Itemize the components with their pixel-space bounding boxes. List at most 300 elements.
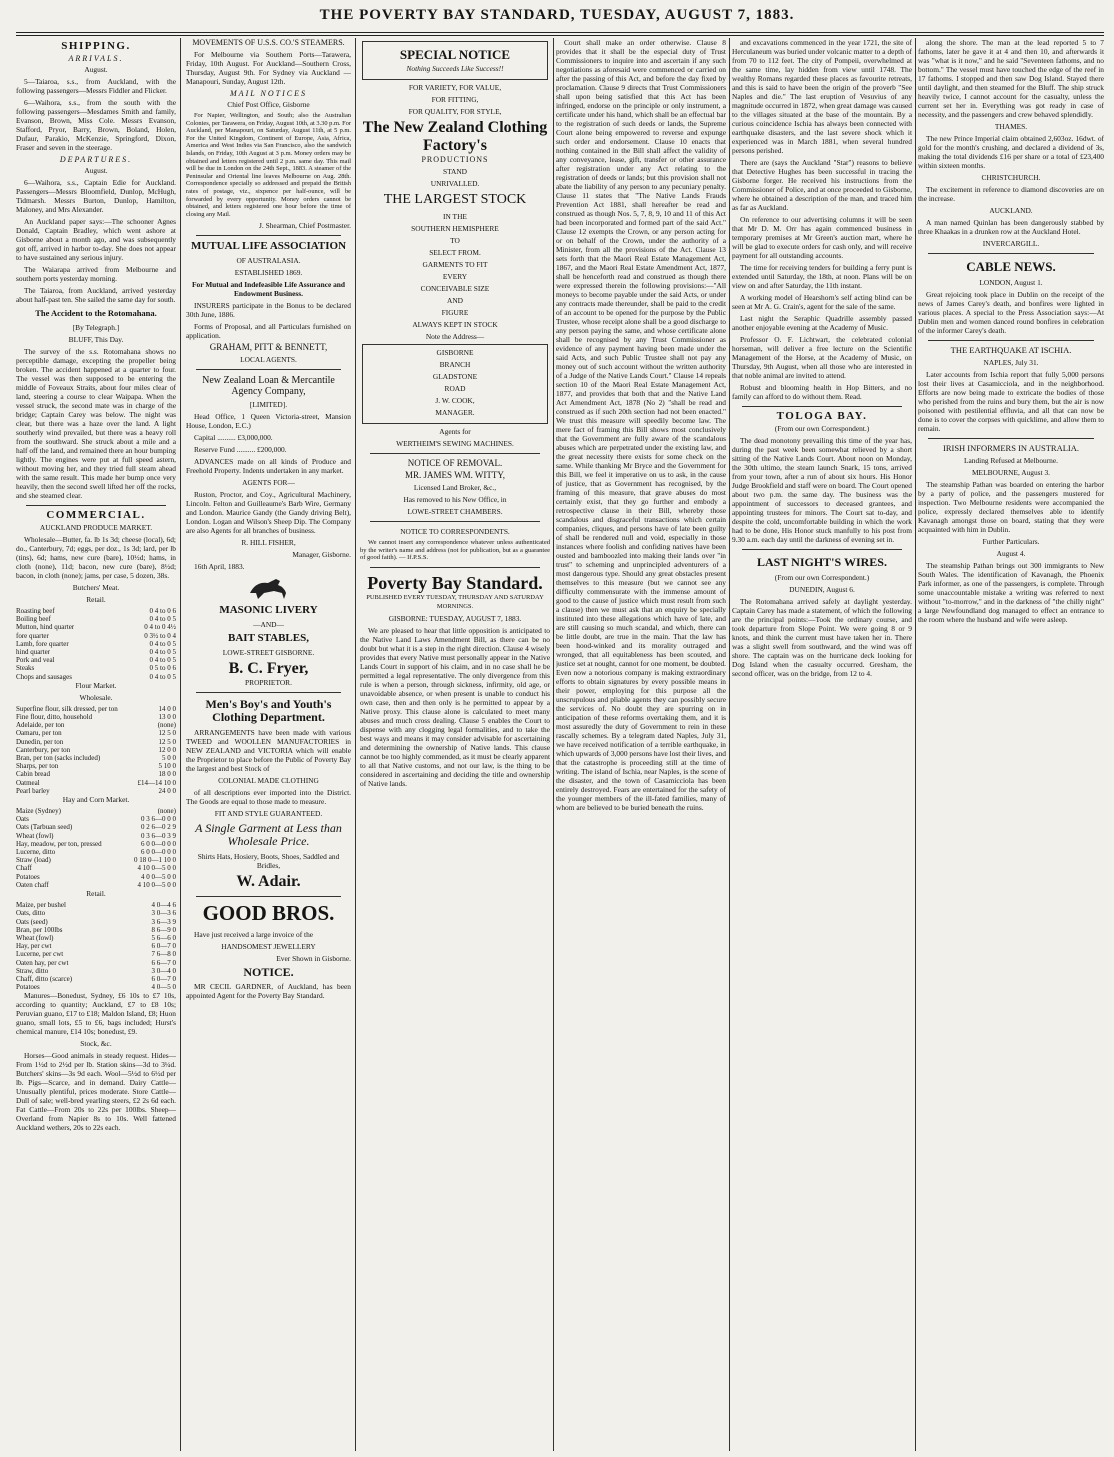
section-heading: CABLE NEWS. — [966, 259, 1056, 274]
paragraph: INSURERS participate in the Bonus to be declared 30th June, 1886. — [186, 301, 351, 320]
ad-subtitle: Has removed to his New Office, in — [403, 495, 507, 504]
paragraph: The steamship Pathan was boarded on entering the harbor by a party of police, and the passengers mustered for inspection. Two Melbourne residents were accompanied the police, expressly declared themselves able to identify Kavanagh amongst those on board, stating that they were acquainted with him in Dublin. — [918, 480, 1104, 534]
table-cell-label: Oatmeal — [16, 778, 40, 787]
divider — [928, 438, 1094, 439]
table-row — [16, 823, 176, 831]
paragraph: The Waiarapa arrived from Melbourne and southern ports yesterday morning. — [16, 265, 176, 283]
table-row — [16, 721, 176, 729]
table-cell-price: 0 3 6—0 0 0 — [141, 815, 176, 824]
address-line: MANAGER. — [435, 408, 475, 417]
table-cell-label: Straw (load) — [16, 856, 51, 865]
ad-subtitle: UNRIVALLED. — [430, 179, 480, 188]
table-cell-price: 0 2 6—0 2 9 — [141, 823, 176, 832]
subheading: DEPARTURES. — [59, 155, 133, 164]
table-cell-label: Dunedin, per ton — [16, 737, 64, 746]
table-cell-price: 0 3 6—0 3 9 — [141, 831, 176, 840]
paragraph: The time for receiving tenders for building a ferry punt is extended until Saturday, the 18th, at noon. Plans will be on view on and after Saturday, the 11th instant. — [732, 263, 912, 290]
table-cell-price: 5 0 0 — [162, 754, 176, 763]
table-cell-label: Pearl barley — [16, 786, 50, 795]
ad-subtitle: PROPRIETOR. — [245, 678, 292, 688]
dateline: THAMES. — [994, 122, 1028, 131]
ad-subtitle: FOR QUALITY, FOR STYLE, — [408, 107, 502, 116]
ad-title: MASONIC LIVERY — [219, 604, 318, 617]
table-row — [16, 607, 176, 615]
ad-title: Men's Boy's and Youth's Clothing Department. — [205, 697, 332, 725]
table-row — [16, 754, 176, 762]
divider — [196, 896, 341, 897]
table-cell-label: Hay, per cwt — [16, 942, 52, 951]
signature-line: J. Shearman, Chief Postmaster. — [259, 221, 351, 231]
table-cell-label: Oats (seed) — [16, 917, 48, 926]
paragraph: Great rejoicing took place in Dublin on the receipt of the news of James Carey's death, and bonfires were lighted in various places. A special to the Press Association says:—At Dublin men and women danced round bonfires in celebration of the informer Carey's death. — [918, 290, 1104, 335]
table-cell-label: Potatoes — [16, 983, 40, 992]
table-cell-label: Chaff, ditto (scarce) — [16, 974, 73, 983]
table-cell-label: Pork and veal — [16, 656, 55, 665]
table-cell-price: 8 6—9 0 — [151, 925, 176, 934]
divider — [196, 692, 341, 693]
column-editorial-continued — [556, 38, 726, 1451]
paragraph: For Melbourne via Southern Ports—Tarawera, Friday, 10th August. For Auckland—Southern Cross, Thursday, August 9th. For Sydney via Auckland — Manapouri, Sunday, August 12th. — [186, 50, 351, 86]
paragraph: For Napier, Wellington, and South; also the Australian Colonies, per Tarawera, on Friday, August 10th, at 3.30 p.m. For Auckland, per Manapouri, on Saturday, August 11th, at 5 p.m. For the United Kingdom, Continent of Europe, Asia, Africa, America and West Indies via San Francisco, also the sandwich Islands, on Friday, 10th August at 3 p.m. Money orders may be obtained and letters registered until 2 p.m. same day. This mail will be due in London on the 24th Sept., 1883. A steamer of the Peninsular and Oriental line leaves Melbourne on Aug. 28th. Correspondence specially so addressed and prepaid the British rates of postage, viz., sixpence per half-ounce, will be forwarded by every opportunity. Money orders cannot be obtained, and letters registered one hour before the time of closing any Mail. — [186, 112, 351, 218]
publication-note: PUBLISHED EVERY TUESDAY, THURSDAY AND SATURDAY MORNINGS. — [366, 593, 544, 610]
table-cell-label: Roasting beef — [16, 607, 55, 615]
table-cell-price: 3 0—4 0 — [151, 966, 176, 975]
table-cell-price: 0 4 to 0 5 — [149, 672, 176, 681]
column-divider — [355, 38, 356, 1451]
table-row — [16, 770, 176, 778]
price-table — [16, 607, 176, 681]
ad-title: MUTUAL LIFE ASSOCIATION — [190, 240, 347, 253]
ad-title: BAIT STABLES, — [228, 632, 309, 645]
paragraph: Capital .......... £3,000,000. — [194, 433, 273, 443]
subheading: Landing Refused at Melbourne. — [964, 456, 1058, 465]
paragraph: 6—Waihora, s.s., from the south with the following passengers—Mesdames Smith and family, Evanson, Brown, Miss Cole. Messrs Evanson, Stafford, Pryor, Barry, Brown, Boland, Holen, Dufaur, Parakio, McKenzie, Springford, Dixon, Fraser and seven in the steerage. — [16, 98, 176, 152]
paragraph: Horses—Good animals in steady request. Hides—From 1½d to 2½d per lb. Station skins—3d to 3¼d. Butchers' skins—3s 9d each. Wool—5½d to 6½d per lb. Pigs—Scarce, and in demand. Dairy Cattle—Unusually plentiful, prices moderate. Store Cattle—Dull of sale; well-bred yearling steers, £2 2s 6d each. Fat Cattle—From 20s to 22s per 100lbs. Sheep—Overland from Napier 8s to 10s. Well fattened Auckland wethers, 20s to 22s each. — [16, 1051, 176, 1133]
paragraph: The dead monotony prevailing this time of the year has, during the past week been somewhat relieved by a short sitting of the Native Lands Court. About noon on Monday, the 30th ultimo, the steam launch Snark, 15 tons, arrived from your town, after a run of about six hours. His Honor Judge Brookfield and staff were on board. The Court opened about two p.m. the same day. The business was the appointment of successors to deceased grantees, and appointing trustees for minors. The Court sat to-day, and despite the cold, uncomfortable building in which the work had to be done, His Honor stuck manfully to his post from 9.30 a.m. each day until the darkness of evening set in. — [732, 436, 912, 544]
table-cell-label: Boiling beef — [16, 615, 51, 624]
column-divider — [915, 38, 916, 1451]
price-table — [16, 705, 176, 795]
ad-subtitle: SELECT FROM. — [429, 248, 481, 257]
table-cell-price: 4 10 0—5 0 0 — [137, 864, 176, 873]
table-row — [16, 873, 176, 881]
paragraph: Professor O. F. Lichtwart, the celebrated colonial horseman, will deliver a free lecture on the Scientific Management of the Horse, at the Academy of Music, on Thursday, 9th August, when all those who are interested in that noble animal are invited to attend. — [732, 335, 912, 380]
table-cell-price: £14—14 10 0 — [137, 778, 176, 787]
table-cell-price: 5 10 0 — [158, 762, 176, 771]
table-cell-price: 12 5 0 — [158, 729, 176, 738]
table-row — [16, 640, 176, 648]
table-cell-price: 6 0—7 0 — [151, 974, 176, 983]
ad-subtitle: Shirts Hats, Hosiery, Boots, Shoes, Saddled and Bridles, — [197, 852, 340, 871]
ad-subtitle: HANDSOMEST JEWELLERY — [221, 942, 316, 952]
table-cell-label: fore quarter — [16, 631, 49, 640]
table-row — [16, 926, 176, 934]
table-row — [16, 942, 176, 950]
column-cable-news — [918, 38, 1104, 1451]
address-box — [362, 344, 548, 424]
paragraph: The Taiaroa, from Auckland, arrived yesterday about half-past ten. She sailed the same day for south. — [16, 286, 176, 304]
table-row — [16, 787, 176, 795]
paragraph: Later accounts from Ischia report that fully 5,000 persons lost their lives at Casamicciola, and in the neighborhood. Efforts are now being made to extricate the bodies of those who perished from the ruins and bury them, but the air is now poisoned with pestilential effluvia, and all that can now be done is to cover the corpses with quicklime, and allow them to remain. — [918, 370, 1104, 433]
table-row — [16, 959, 176, 967]
subheading: Flour Market. — [75, 680, 117, 690]
table-row — [16, 623, 176, 631]
table-cell-price: 24 0 0 — [158, 786, 176, 795]
table-cell-label: Straw, ditto — [16, 966, 49, 975]
table-cell-price: 12 5 0 — [158, 737, 176, 746]
section-heading: LAST NIGHT'S WIRES. — [757, 555, 887, 569]
column-local-news — [732, 38, 912, 1451]
ad-subtitle: For Mutual and Indefeasible Life Assurance and Endowment Business. — [191, 280, 346, 299]
table-cell-price: 6 0 0—0 0 0 — [141, 848, 176, 857]
dateline: LONDON, August 1. — [979, 278, 1043, 287]
ad-subtitle: LOCAL AGENTS. — [240, 355, 297, 365]
table-row — [16, 615, 176, 623]
table-cell-price: 6 0—7 0 — [151, 942, 176, 951]
subheading: Butchers' Meat. — [72, 583, 120, 592]
subheading: Retail. — [86, 595, 106, 604]
table-row — [16, 840, 176, 848]
table-row — [16, 656, 176, 664]
ad-subtitle: —AND— — [253, 620, 284, 630]
article-heading: THE EARTHQUAKE AT ISCHIA. — [950, 345, 1072, 355]
dateline: AUCKLAND. — [989, 206, 1033, 215]
table-cell-price: 14 0 0 — [158, 704, 176, 713]
table-cell-price: 4 10 0—5 0 0 — [137, 880, 176, 889]
table-cell-price: 0 4 to 0 5 — [149, 615, 176, 624]
paragraph: Forms of Proposal, and all Particulars furnished on application. — [186, 322, 351, 341]
subheading: Further Particulars. — [982, 537, 1040, 546]
paragraph: of all descriptions ever imported into the District. The Goods are equal to those made to measure. — [186, 788, 351, 807]
ad-subtitle: Ever Shown in Gisborne. — [276, 954, 351, 964]
paragraph: Reserve Fund .......... £200,000. — [194, 445, 287, 455]
ad-title: The New Zealand Clothing Factory's — [362, 119, 548, 154]
table-cell-label: Canterbury, per ton — [16, 745, 71, 754]
paragraph: We cannot insert any correspondence whatever unless authenticated by the writer's name and address (not for publication, but as a guarantee of good faith). — If.P.S.S. — [360, 539, 550, 562]
table-cell-label: Hay, meadow, per ton, pressed — [16, 839, 102, 848]
table-cell-price: 6 6—7 0 — [151, 958, 176, 967]
table-cell-label: Maize (Sydney) — [16, 807, 61, 816]
table-cell-price: 3 0—3 6 — [151, 909, 176, 918]
table-cell-price: 6 0 0—0 0 0 — [141, 839, 176, 848]
ad-subtitle: FOR FITTING, — [431, 95, 479, 104]
ad-subtitle: CONCEIVABLE SIZE — [420, 284, 490, 293]
subheading: Chief Post Office, Gisborne — [227, 100, 310, 109]
table-cell-label: Bran, per ton (sacks included) — [16, 754, 101, 763]
special-notice-box — [362, 41, 548, 80]
ad-title: SPECIAL NOTICE — [399, 47, 511, 62]
ad-title: NOTICE. — [243, 965, 294, 980]
table-cell-label: Maize, per bushel — [16, 901, 66, 910]
table-cell-label: Adelaide, per ton — [16, 721, 65, 730]
divider — [370, 567, 540, 568]
article-heading: The Accident to the Rotomahana. — [35, 308, 157, 318]
table-row — [16, 975, 176, 983]
ad-subtitle: ALWAYS KEPT IN STOCK — [412, 320, 498, 329]
subheading: ARRIVALS. — [68, 54, 124, 63]
table-cell-price: 4 0—5 0 — [151, 983, 176, 992]
table-cell-label: Chaff — [16, 864, 32, 873]
divider — [370, 453, 540, 454]
table-cell-price: 0 3½ to 0 4 — [144, 631, 176, 640]
table-cell-price: 0 5 to 0 6 — [149, 664, 176, 673]
divider — [370, 521, 540, 522]
ad-subtitle: AND — [446, 296, 463, 305]
signature-line: Manager, Gisborne. — [292, 550, 351, 560]
ad-subtitle: OF AUSTRALASIA. — [236, 256, 301, 266]
paragraph: An Auckland paper says:—The schooner Agnes Donald, Captain Bradley, which went ashore at Gisborne about a month ago, and was subsequently got off, arrived in harbor to-day. She does not appear to have sustained any serious injury. — [16, 217, 176, 262]
editorial-text: We are pleased to hear that little opposition is anticipated to the Native Land Laws Amendment Bill, as there can be no doubt but what it is a step in the right direction. Clause 4 wisely provides that every Native must personally appear in the Native Lands Court in support of his claim, and in no case shall he be permitted a legal representative. The only divergence from this rule is when a person, through sickness, infirmity, old age, or unavoidable absence, or when present is unable to conduct his own case, then and then only is he permitted to appear by a Native proxy. This clause alone is calculated to meet many abuses and much cross dealing. Clause 5 enables the Court to dispense with any clogging legal formalities, and to take the best ways and means it may consider advisable for ascertaining and determining the ownership of Native lands. This clause cannot be too highly commended, as it must be clearly apparent to all that Native customs, and not our law, is the thing to be considered in ascertaining and deciding the title and ownership of Native lands. — [360, 625, 550, 788]
table-row — [16, 673, 176, 681]
date-line: 16th April, 1883. — [194, 562, 245, 572]
table-row — [16, 664, 176, 672]
table-cell-price: 0 4 to 0 5 — [149, 656, 176, 665]
paragraph: The survey of the s.s. Rotomahana shows no perceptible damage, excepting the propeller being broken. The accident happened at a quarter to four. The vessel was then supposed to be entering the middle of Foveaux Straits, about four miles clear of land, steering a course to clear Waipapa. When the vessel struck, the second mate was in charge of the bridge; Captain Carey was below. The night was clear, but there was a haze over the land. A light southerly wind prevailed, but there was a heavy roll from the southward. She struck about a mile and a half off the land, and remained there an hour bumping lightly. The engines were put at full speed astern, without moving her, and they tried full steam ahead with the same result. This made her bump once very heavily, then the second swell lifted her off the rocks, and she steamed clear. — [16, 347, 176, 500]
ad-subtitle: Licensed Land Broker, &c., — [413, 483, 497, 492]
table-cell-price: 0 4 to 0 6 — [149, 607, 176, 615]
table-row — [16, 918, 176, 926]
paragraph: Robust and blooming health in Hop Bitters, and no family can afford to do without them. Read. — [732, 383, 912, 401]
divider — [928, 340, 1094, 341]
ad-title: NOTICE OF REMOVAL. — [407, 458, 503, 468]
address-line: BRANCH — [439, 360, 471, 369]
table-cell-label: Steaks — [16, 664, 35, 673]
table-row — [16, 864, 176, 872]
paragraph: Manures—Bonedust, Sydney, £6 10s to £7 10s, according to quantity; Auckland, £7 to £8 10s; Peruvian guano, £17 to £18; Maldon Island, £8; Huon guano, small lots, £5 to £6, bags included; Hurst's chemical manure, £14 10s; bonedust, £9. — [16, 991, 176, 1037]
paragraph: along the shore. The man at the lead reported 5 to 7 fathoms, later he gave it at 4 and then 10, and afterwards it was "what is it now," and he said "Seventeen fathoms, and no bottom." The vessel must have touched the edge of the reef in 17 fathoms. I stopped and then saw Dog Island. Stayed there until daylight, and then steamed for the Bluff. The ship struck heavily twice, I cannot account for the casualty, unless the current set her in. Everything was got ready in case of necessity, and the passengers and crew behaved splendidly. — [918, 38, 1104, 119]
divider — [196, 235, 341, 236]
table-cell-label: Oats — [16, 815, 29, 824]
ad-subtitle: GARMENTS TO FIT — [422, 260, 488, 269]
table-row — [16, 983, 176, 991]
table-row — [16, 967, 176, 975]
masthead-rule — [16, 32, 1104, 33]
ad-subtitle: PRODUCTIONS — [421, 155, 489, 164]
dateline: NAPLES, July 31. — [983, 358, 1039, 367]
paragraph: and excavations commenced in the year 1721, the site of Herculaneum was buried under volcanic matter to a depth of from 70 to 112 feet. The city of Pompeii, overwhelmed at the same time, lay hidden from view until 1748. The wealthy Romans regarded these places as favourite retreats, and this is said to have been the origin of the proverb "See Naples and die." The last eruption of Vesuvius of any magnitude occurred in 1872, when great damage was caused to the villages situated at the base of the mountain. By a curious coincidence Ischia has always been connected with earthquake disasters, and the last severe shock which it experienced was in March 1881, when several hundred persons perished. — [732, 38, 912, 155]
date-line: August. — [84, 166, 108, 175]
table-row — [16, 729, 176, 737]
paragraph: Have just received a large invoice of the — [194, 930, 314, 940]
paragraph: The new Prince Imperial claim obtained 2,603oz. 16dwt. of gold for the month's crushing, and declared a dividend of 3s, making the total dividends £16 per share or a total of £23,400 within sixteen months. — [918, 134, 1104, 170]
paragraph: There are (says the Auckland "Star") reasons to believe that Detective Hughes has been successful in tracing the Gisborne forger. He received his instructions from the Commissioner of Police, and at once proceeded to Gisborne, where he obtained a description of the man, and traced him as far as Auckland. — [732, 158, 912, 212]
price-table — [16, 807, 176, 889]
paragraph: Wholesale—Butter, fa. lb 1s 3d; cheese (local), 6d; do., Canterbury, 7d; eggs, per doz., 1s 3d; lard, per lb (tins), 6d; hams, new cure (bare), 10½d; hams, in cloth (none), 11d; bacon, new cure (bare), 8½d; bacon, in cloth (none); jams, per case, 5 dozen, 38s. — [16, 535, 176, 580]
table-cell-price: 18 0 0 — [158, 770, 176, 779]
ad-subtitle: Agents for — [439, 427, 471, 436]
table-cell-label: Oaten chaff — [16, 880, 49, 889]
table-row — [16, 848, 176, 856]
paragraph: ARRANGEMENTS have been made with various TWEED and WOOLLEN MANUFACTORIES in NEW ZEALAND and VICTORIA which will enable the Proprietor to place before the Public of Poverty Bay the largest and best Stock of — [186, 728, 351, 774]
dateline: BLUFF, This Day. — [68, 335, 124, 344]
subheading: MAIL NOTICES — [230, 89, 307, 98]
table-row — [16, 909, 176, 917]
section-heading: TOLOGA BAY. — [776, 410, 868, 422]
address-line: ROAD — [444, 384, 466, 393]
paragraph: 5—Taiaroa, s.s., from Auckland, with the following passengers—Messrs Fiddler and Flicker. — [16, 77, 176, 95]
table-row — [16, 901, 176, 909]
table-cell-price: 4 0 0—5 0 0 — [141, 872, 176, 881]
table-cell-price: 0 4 to 0 5 — [149, 648, 176, 657]
table-cell-price: (none) — [157, 807, 176, 816]
table-cell-price: 7 6—8 0 — [151, 950, 176, 959]
table-cell-label: Oamaru, per ton — [16, 729, 62, 738]
table-row — [16, 648, 176, 656]
column-divider — [553, 38, 554, 1451]
editorial-text: Court shall make an order otherwise. Clause 8 provides that it shall be the especial duty of Trust Commissioners to inquire into and ascertain if any such negotiations as aforesaid were commenced or carried on after the passing of this Act, and before the day fixed by proclamation. Clause 9 directs that Trust Commissioners shall upon being satisfied that this Act has been infringed, endorse on the principle or only instrument, a certificate under his hand, which shall be an effectual bar to the registration of such deeds or lands, the Supreme Court alone being empowered to reverse and expunge such order and endorsement. Clause 10 enacts that nothing contained in the Bill shall affect the validity of any conveyance, lease, gift, transfer or other assurance after registration under any Act relating to the registration of deeds or lands; but this provision shall not abate the liability of any person to any pecuniary penalty. Clause 11 states that "The Native Lands Frauds Prevention Act 1881, shall hereafter be read and construed as though Nos. 5, 7, 8, 9, 10 and 11 of this Act had been incorporated and formed part of the said Act." Clause 12 exempts the Crown, or any person acting for or on behalf of the Crown, under the authority of a Minister, from all the provisions of the Act. Clause 13 sets forth that the Maori Real Estate Management Act, 1867, and the Maori Real Estate Amendment Act, 1877, shall be henceforth read and construed as though there were expressed therein the following provisions:—"All moneys to become payable under the said Acts, or under any contracts made thereunder, shall be paid to the credit of an account to be opened for the purpose by the Public Trustee, whose receipt alone shall be a good discharge to any person paying the same, and whose certificate alone shall be recognised by any Trust Commissioner as evidence of any payment having been made under the said Acts, and such Public Trustee shall not pay any money out of such account without the written authority of a Judge of the Native Lands Court." Clause 14 repeals section 10 of the Maori Real Estate Management Act, 1877, and provides that both that and the Native Land Act Amendment Act, 1878 (No 2) "shall be read and construed as if such 20th section had not been enacted." We trust this measure will speedily become law. The mere fact of framing this Bill shows most conclusively that the Government are fully aware of the scandalous abuses which are perpetrated under the existing law, and the great necessity there exists for some check on the same. While thanking Mr Bryce and the Government for this Bill, we feel it imperative on us to ask, in the cause of justice, that as Government has recognised, by the framing of this measure, that grave abuses do most certainly exist, that they go further and embody a retrospective clause in their Bill, whereby those scandalous and disgraceful transactions which certain companies, cliques, and persons have of late been guilty of shall be rendered null and void, especially in those instances where foolish and confiding natives have been ousted and bamboozled into making their lands over "in trust" to scheming and unprincipled adventurers of a most dangerous type. Should any great obstacles present themselves to this measure (but we cannot see any difficulty commensurate with the immense amount of good to the cause of justice which must result from such a clause) then we must ask that an enquiry be specially instituted into these allegations which have of late, and are still causing so much scandal, and which, there can be little doubt, are true in the main. That the law has been hood-winked and its morality outraged and wronged, that all equitableness has been scouted, and justice set at nought, cannot for one moment, be doubted. Even now a notorious company is making extraordinary efforts to obtain signatures by every possible means in their power, employing for this purpose all the unscrupulous and pliable agents they can possibly secure the services of. No doubt they are spurring on in anticipation of these reforms overtaking them, and it is most assuredly the duty of Government to rein in these rascally schemes. By a telegram dated Naples, July 31, we have received notification of a terrible earthquake, in which upwards of 3,000 persons have lost their lives, and that the catastrophe is proceeding still at the time of writing. The island of Ischia, near Naples, is the scene of the disaster, and the town of Casamicciola has been entirely destroyed. Fears are entertained for the safety of the younger members of the ill-fated families, many of whom are believed to be buried beneath the ruins. — [556, 38, 726, 812]
ad-name: R. HILL FISHER, — [241, 538, 296, 548]
subheading: Stock, &c. — [80, 1039, 112, 1049]
table-cell-label: hind quarter — [16, 648, 51, 657]
column-divider — [180, 38, 181, 1451]
ad-name: GRAHAM, PITT & BENNETT, — [209, 342, 328, 353]
byline: [By Telegraph.] — [72, 323, 120, 332]
ad-subtitle: Note the Address— — [425, 332, 485, 341]
table-cell-label: Sharps, per ton — [16, 762, 59, 771]
table-row — [16, 632, 176, 640]
date-line: August. — [84, 65, 108, 74]
table-row — [16, 950, 176, 958]
ad-subtitle: SOUTHERN HEMISPHERE — [411, 224, 499, 233]
ad-title: GOOD BROS. — [202, 901, 335, 926]
table-cell-label: Lucerne, per cwt — [16, 950, 64, 959]
ad-title: A Single Garment at Less than Wholesale Price. — [195, 821, 342, 849]
article-heading: IRISH INFORMERS IN AUSTRALIA. — [942, 443, 1079, 453]
ad-subtitle: COLONIAL MADE CLOTHING — [218, 776, 319, 786]
subheading: AUCKLAND PRODUCE MARKET. — [39, 523, 153, 532]
divider — [928, 253, 1094, 254]
ad-name: W. Adair. — [236, 873, 301, 891]
horse-icon — [246, 575, 292, 601]
dateline: CHRISTCHURCH. — [981, 173, 1041, 182]
dateline: DUNEDIN, August 6. — [789, 585, 855, 594]
paragraph: On reference to our advertising columns it will be seen that Mr D. M. Orr has again commenced business in temporary premises at Mr Green's auction mart, where he will be glad to execute orders for cash only, and will receive payment for all outstanding accounts. — [732, 215, 912, 260]
table-row — [16, 713, 176, 721]
address-line: GLADSTONE — [432, 372, 478, 381]
table-cell-label: Potatoes — [16, 872, 40, 881]
table-row — [16, 746, 176, 754]
subheading: Hay and Corn Market. — [62, 795, 130, 805]
paragraph: ADVANCES made on all kinds of Produce and Freehold Property. Indents undertaken in any market. — [186, 457, 351, 476]
table-row — [16, 807, 176, 815]
table-cell-label: Oats, ditto — [16, 909, 46, 918]
table-cell-label: Mutton, hind quarter — [16, 623, 75, 632]
paragraph: Ruston, Proctor, and Coy., Agricultural Machinery, Lincoln. Felton and Guilleaume's Barb Wire, Germany and London. Maurice Gandy (the Gandy driving Belt), London. Logan and Wilson's Sheep Dip. The Company are also Agents for all branches of business. — [186, 490, 351, 536]
ad-name: B. C. Fryer, — [228, 660, 309, 678]
divider — [196, 369, 341, 370]
column-shipping-commercial — [16, 38, 176, 1451]
ad-slogan: Nothing Succeeds Like Success!! — [406, 64, 504, 73]
masthead-rule-2 — [16, 35, 1104, 36]
table-cell-price: 0 4 to 0 4½ — [144, 623, 176, 632]
column-clothing-editorial — [360, 38, 550, 1451]
paragraph: A working model of Hearshorn's self acting blind can be seen at Mr A. G. Crain's, agent for the sale of the same. — [732, 293, 912, 311]
paragraph: 6—Waihora, s.s., Captain Edie for Auckland. Passengers—Messrs Bloomfield, Dunlop, McHugh, Tidmarsh. Messrs Burton, Dunlop, Hamilton, Maloney, and Mrs Alexander. — [16, 178, 176, 214]
byline: (From our own Correspondent.) — [774, 573, 870, 582]
ad-subtitle: IN THE — [443, 212, 467, 221]
byline: (From our own Correspondent.) — [774, 424, 870, 433]
dateline: August 4. — [996, 549, 1026, 558]
ad-subtitle: LOWE-STREET GISBORNE. — [222, 648, 315, 658]
divider — [742, 406, 902, 407]
table-cell-label: Lucerne, ditto — [16, 848, 56, 857]
ad-subtitle: TO — [450, 236, 460, 245]
address-line: J. W. COOK, — [435, 396, 475, 405]
ad-subtitle: AGENTS FOR— — [242, 478, 295, 488]
subheading: NOTICE TO CORRESPONDENTS. — [400, 527, 510, 536]
table-row — [16, 881, 176, 889]
dateline: GISBORNE: TUESDAY, AUGUST 7, 1883. — [388, 613, 522, 623]
paragraph: Head Office, 1 Queen Victoria-street, Mansion House, London, E.C.) — [186, 412, 351, 431]
table-row — [16, 832, 176, 840]
divider — [742, 549, 902, 550]
section-heading: SHIPPING. — [61, 40, 131, 52]
divider — [26, 505, 166, 506]
table-cell-label: Chops and sausages — [16, 672, 72, 681]
ad-subtitle: STAND — [442, 167, 468, 176]
table-cell-price: (none) — [157, 721, 176, 730]
table-cell-price: 12 0 0 — [158, 745, 176, 754]
table-row — [16, 815, 176, 823]
table-row — [16, 779, 176, 787]
table-row — [16, 705, 176, 713]
table-row — [16, 856, 176, 864]
ad-subtitle: EVERY — [442, 272, 468, 281]
ad-subtitle: ESTABLISHED 1869. — [234, 268, 303, 278]
table-cell-label: Superfine flour, silk dressed, per ton — [16, 704, 118, 713]
table-row — [16, 934, 176, 942]
newspaper-nameplate: Poverty Bay Standard. — [367, 572, 543, 593]
paragraph: Last night the Seraphic Quadrille assembly passed another enjoyable evening at the Academy of Music. — [732, 314, 912, 332]
table-cell-price: 0 4 to 0 5 — [149, 639, 176, 648]
table-cell-label: Bran, per 100lbs — [16, 925, 63, 934]
table-row — [16, 762, 176, 770]
table-cell-price: 13 0 0 — [158, 713, 176, 722]
address-line: GISBORNE — [436, 348, 474, 357]
price-table — [16, 901, 176, 991]
ad-subtitle: [LIMITED]. — [249, 400, 288, 410]
subheading: Retail. — [86, 889, 106, 899]
ad-subtitle: WERTHEIM'S SEWING MACHINES. — [396, 439, 514, 448]
paragraph: The excitement in reference to diamond discoveries are on the increase. — [918, 185, 1104, 203]
ad-title: THE LARGEST STOCK — [383, 192, 527, 207]
paragraph: MR CECIL GARDNER, of Auckland, has been appointed Agent for the Poverty Bay Standard. — [186, 982, 351, 1001]
ad-subtitle: LOWE-STREET CHAMBERS. — [407, 507, 503, 516]
ad-subtitle: FIT AND STYLE GUARANTEED. — [214, 809, 323, 819]
masthead-title: THE POVERTY BAY STANDARD, TUESDAY, AUGUST 7, 1883. — [319, 7, 795, 23]
masthead — [0, 0, 1114, 30]
table-cell-label: Wheat (fowl) — [16, 933, 54, 942]
table-cell-price: 0 18 0—1 10 0 — [134, 856, 176, 865]
table-cell-label: Wheat (fowl) — [16, 831, 54, 840]
ad-subtitle: FIGURE — [441, 308, 469, 317]
table-cell-price: 5 6—6 0 — [151, 933, 176, 942]
table-cell-label: Fine flour, ditto, household — [16, 713, 93, 722]
ad-heading: MOVEMENTS OF U.S.S. CO.'S STEAMERS. — [192, 38, 345, 47]
table-cell-label: Oats (Tarbuan seed) — [16, 823, 73, 832]
table-cell-label: Lamb, fore quarter — [16, 639, 69, 648]
section-heading: COMMERCIAL. — [46, 509, 146, 521]
column-divider — [729, 38, 730, 1451]
subheading: Wholesale. — [79, 692, 113, 702]
table-cell-price: 3 6—3 9 — [151, 917, 176, 926]
paragraph: A man named Quinlan has been dangerously stabbed by three Khaakas in a drunken row at the Auckland Hotel. — [918, 218, 1104, 236]
table-cell-price: 4 0—4 6 — [151, 901, 176, 910]
ad-subtitle: FOR VARIETY, FOR VALUE, — [408, 83, 502, 92]
column-advertisements — [186, 38, 351, 1451]
ad-title: New Zealand Loan & Mercantile Agency Company, — [202, 375, 335, 398]
table-cell-label: Oaten hay, per cwt — [16, 958, 69, 967]
